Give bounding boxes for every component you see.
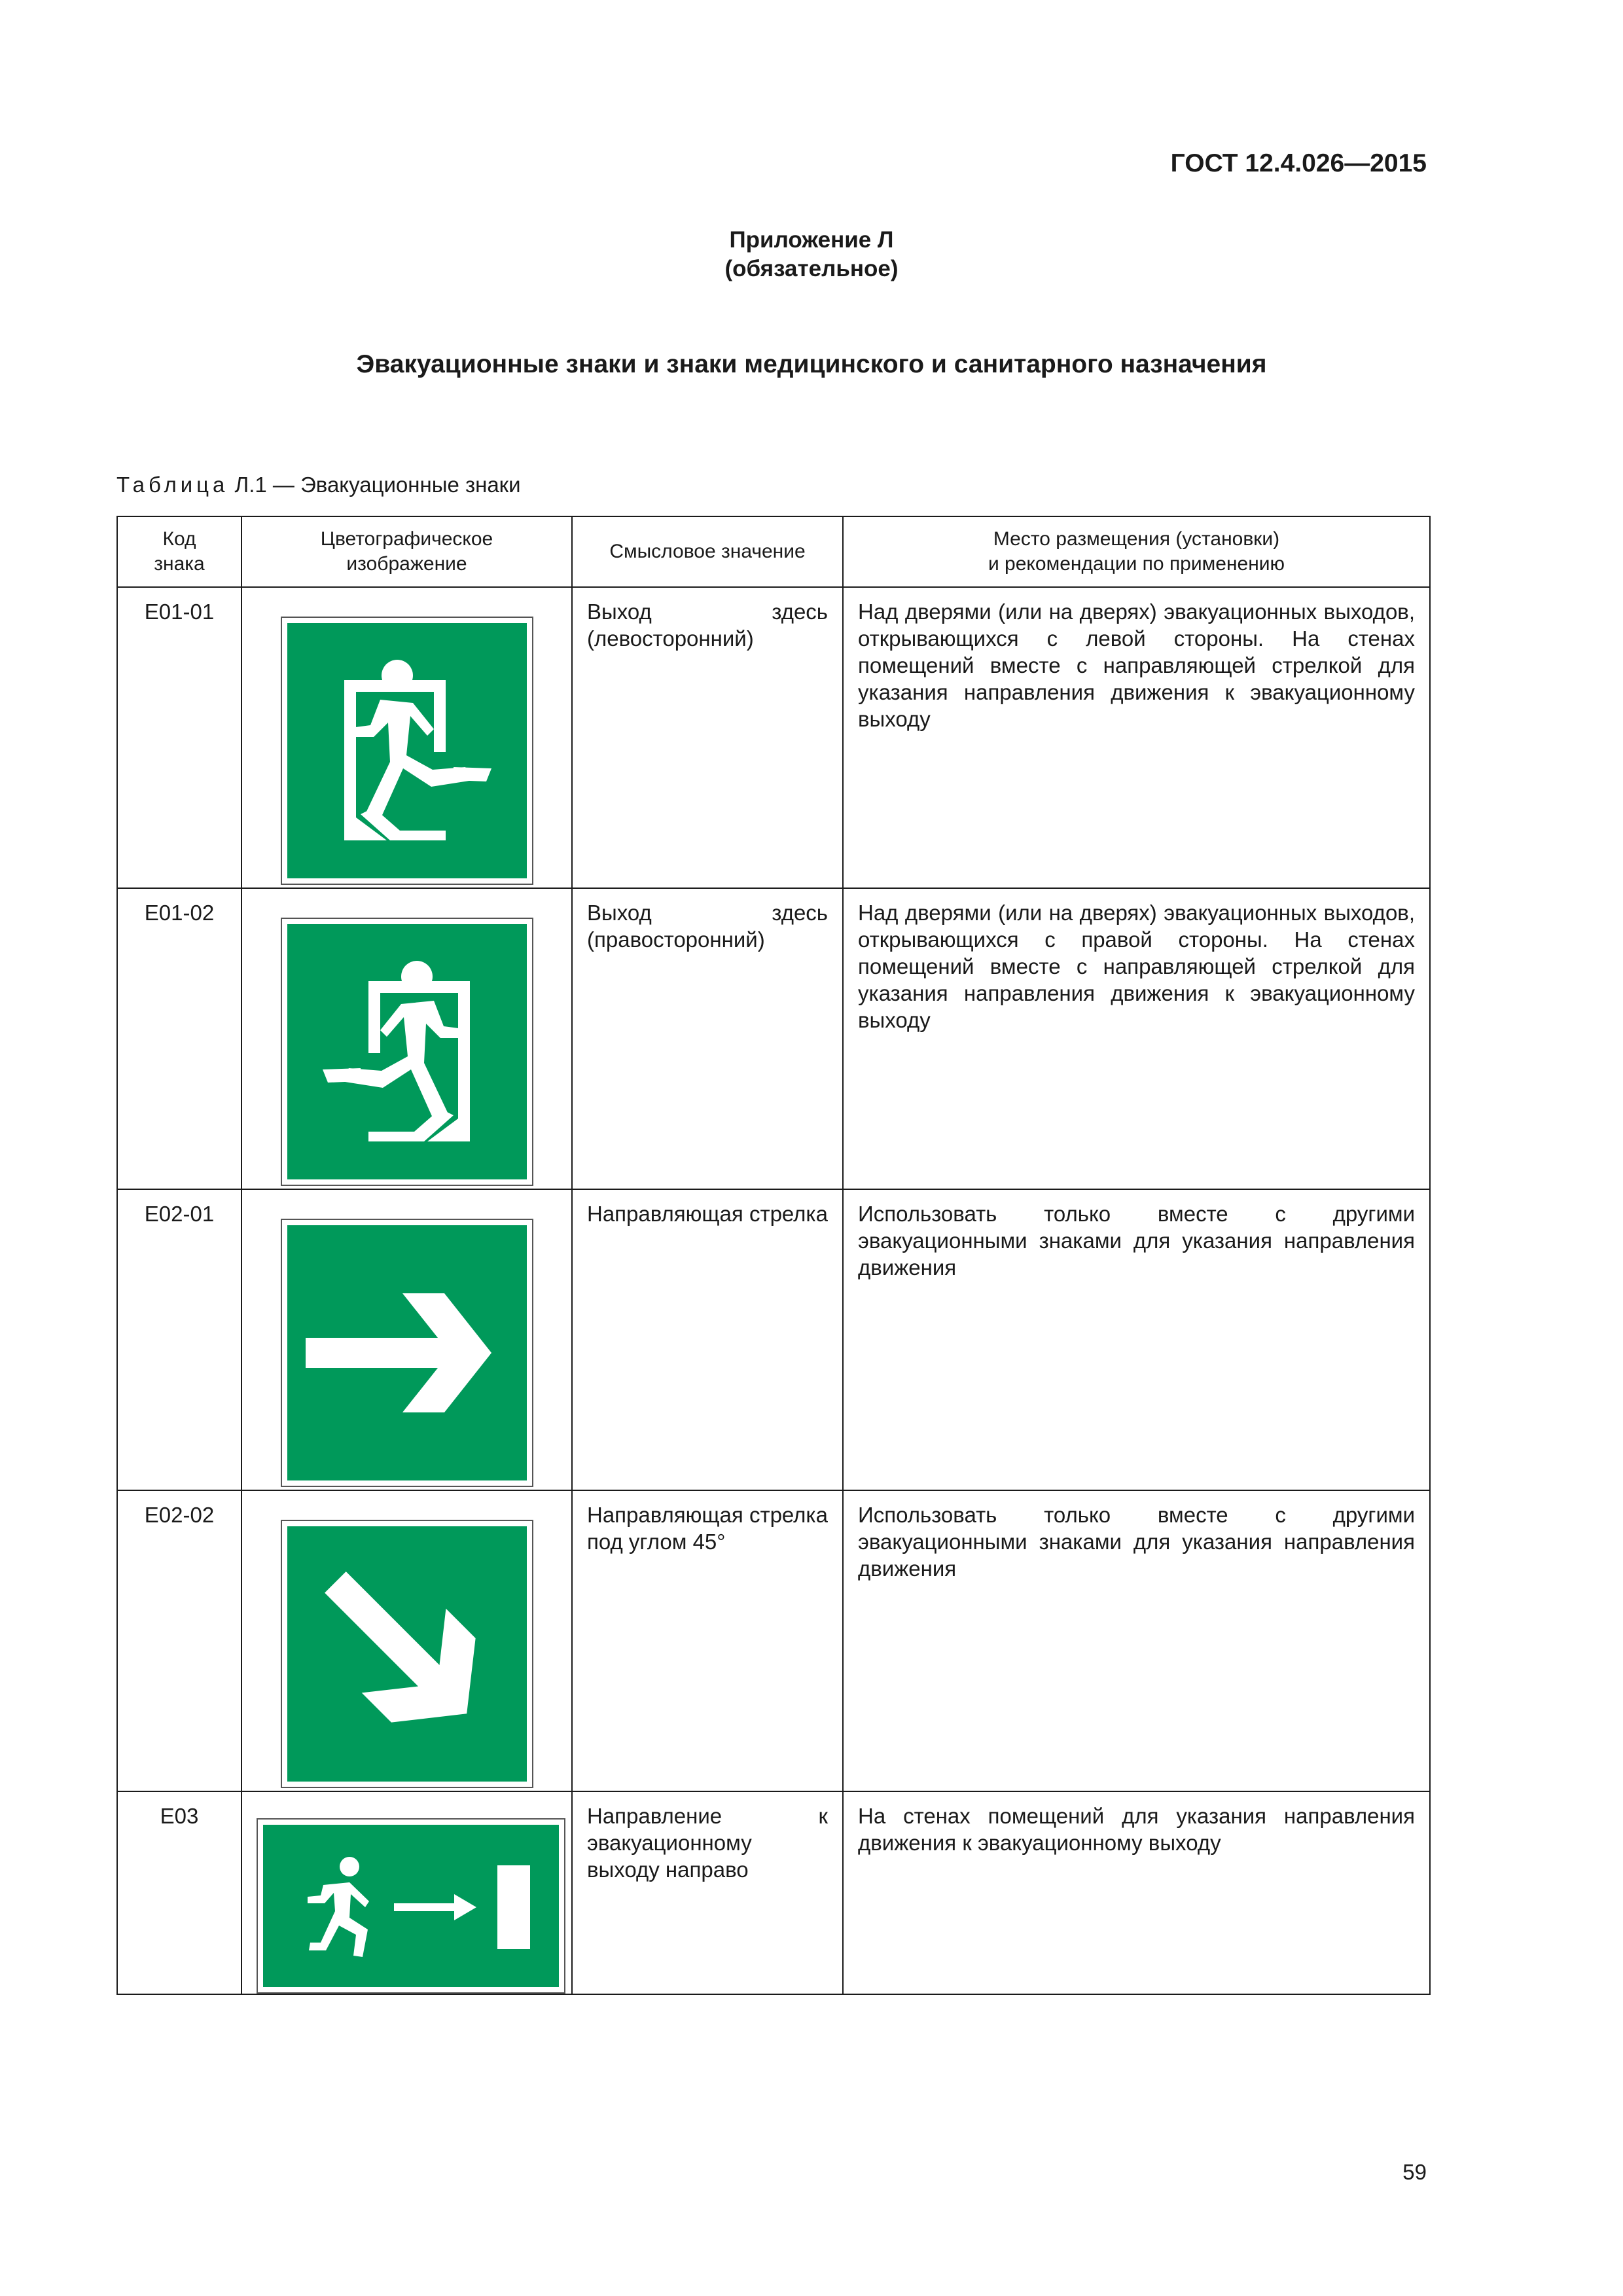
arrow-diagonal-down-right-icon	[281, 1520, 533, 1788]
appendix-heading	[0, 226, 1623, 283]
sign-code: E01-02	[117, 888, 241, 1189]
exit-direction-right-icon	[257, 1818, 565, 1994]
table-caption-prefix: Таблица	[116, 473, 229, 497]
sign-meaning: Направляющая стрелка под углом 45°	[572, 1490, 843, 1791]
sign-code: E02-01	[117, 1189, 241, 1490]
sign-placement: Использовать только вместе с другими эвакуационными знаками для указания направления движения	[843, 1490, 1430, 1791]
table-row	[117, 1490, 1430, 1791]
sign-code: E01-01	[117, 587, 241, 888]
appendix-note: (обязательное)	[724, 256, 899, 281]
sign-image-cell	[241, 1490, 572, 1791]
running-man-exit-right-icon	[281, 918, 533, 1186]
sign-code: E03	[117, 1791, 241, 1994]
sign-placement: На стенах помещений для указания направления движения к эвакуационному выходу	[843, 1791, 1430, 1994]
sign-meaning: Выход здесь (левосторонний)	[572, 587, 843, 888]
running-man-exit-left-icon	[281, 617, 533, 885]
table-row	[117, 1791, 1430, 1994]
header-meaning: Смысловое значение	[572, 516, 843, 587]
table-row	[117, 587, 1430, 888]
table-row	[117, 888, 1430, 1189]
appendix-title: Приложение Л	[729, 227, 894, 253]
document-code: ГОСТ 12.4.026—2015	[1170, 149, 1427, 177]
table-header-row	[117, 516, 1430, 587]
sign-placement: Над дверями (или на дверях) эвакуационных выходов, открывающихся с правой стороны. На стенах помещений вместе с направляющей стрелкой для указания направления движения к эвакуационному выходу	[843, 888, 1430, 1189]
sign-code: E02-02	[117, 1490, 241, 1791]
table-caption	[116, 473, 521, 497]
sign-image-cell	[241, 1791, 572, 1994]
sign-meaning: Направляющая стрелка	[572, 1189, 843, 1490]
arrow-right-icon	[281, 1219, 533, 1487]
sign-meaning: Направление к эвакуационному выходу направо	[572, 1791, 843, 1994]
table-caption-text: Л.1 — Эвакуационные знаки	[228, 473, 521, 497]
sign-image-cell	[241, 587, 572, 888]
header-code: Код знака	[117, 516, 241, 587]
sign-image-cell	[241, 888, 572, 1189]
sign-placement: Использовать только вместе с другими эвакуационными знаками для указания направления движения	[843, 1189, 1430, 1490]
header-image: Цветографическое изображение	[241, 516, 572, 587]
main-title: Эвакуационные знаки и знаки медицинского и санитарного назначения	[356, 350, 1267, 378]
table-row	[117, 1189, 1430, 1490]
header-placement: Место размещения (установки) и рекомендации по применению	[843, 516, 1430, 587]
sign-image-cell	[241, 1189, 572, 1490]
sign-meaning: Выход здесь (правосторонний)	[572, 888, 843, 1189]
page-number: 59	[1402, 2160, 1427, 2184]
evacuation-signs-table	[116, 516, 1431, 1995]
sign-placement: Над дверями (или на дверях) эвакуационных выходов, открывающихся с левой стороны. На стенах помещений вместе с направляющей стрелкой для указания направления движения к эвакуационному выходу	[843, 587, 1430, 888]
